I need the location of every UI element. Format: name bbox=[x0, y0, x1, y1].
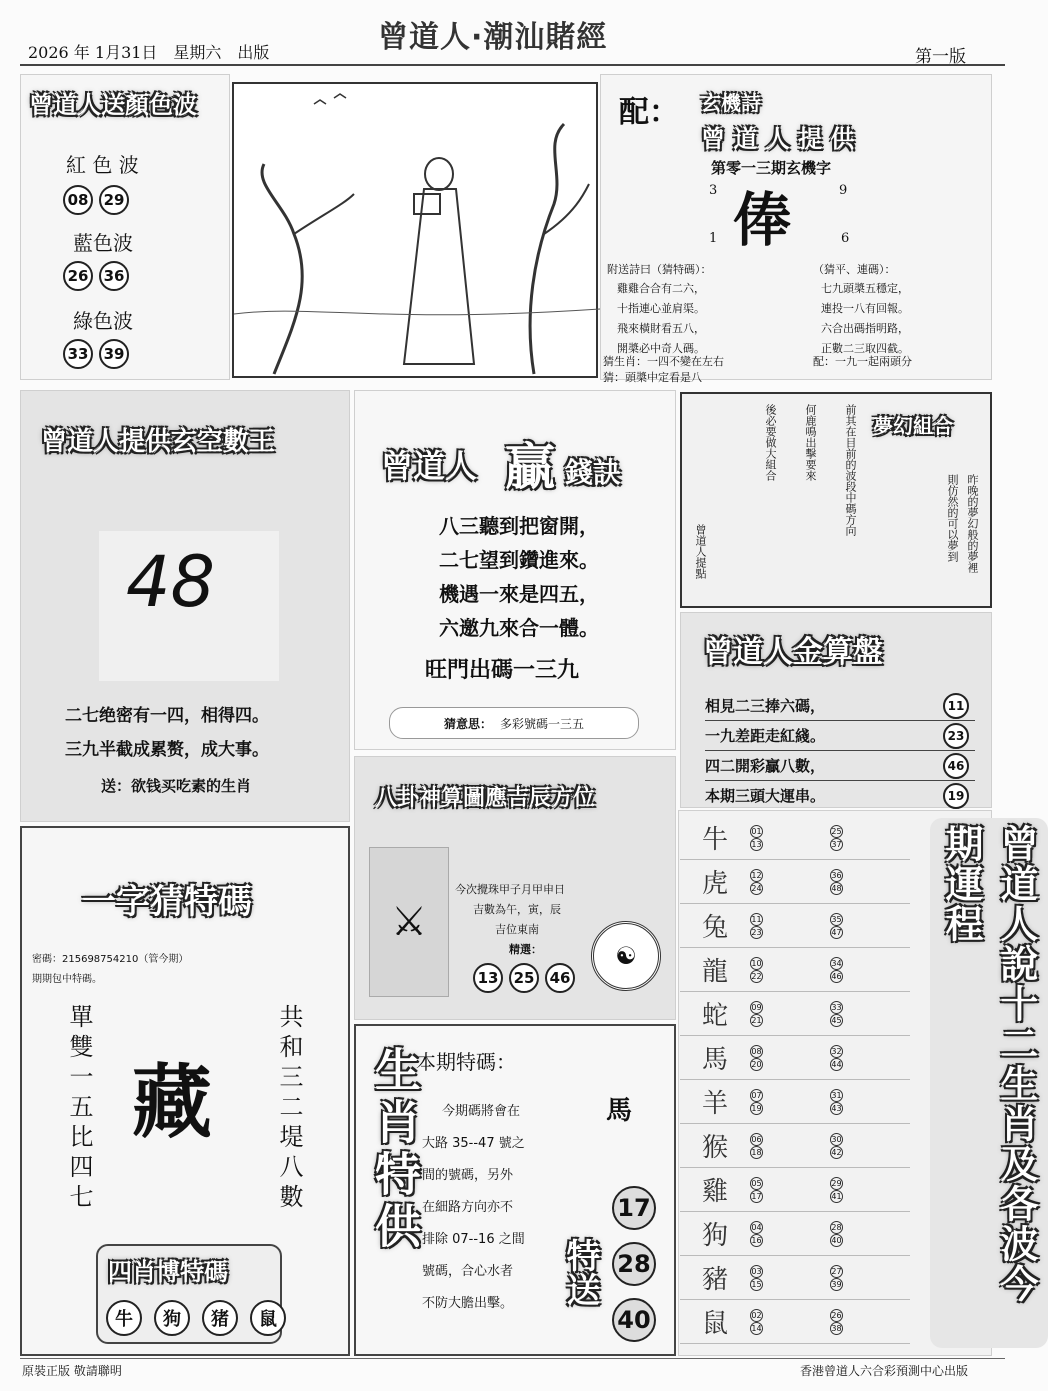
zodiac-animal-icon: 猴 bbox=[701, 1133, 728, 1163]
zodiac-nums-left bbox=[750, 957, 830, 983]
calc-row bbox=[705, 721, 975, 751]
poem-corner-2: 9 bbox=[839, 183, 848, 198]
win-money-title-c: 錢訣 bbox=[565, 456, 622, 489]
general-on-horse-icon: ⚔ bbox=[369, 847, 449, 997]
dream-col-a: 昨晚的夢幻般的夢裡 bbox=[966, 474, 979, 573]
zodiac-nums-left bbox=[750, 1309, 830, 1335]
zodiac-animal-icon: 馬 bbox=[701, 1045, 728, 1075]
special-side-title: 生肖特供 bbox=[368, 1046, 422, 1254]
zodiac-num: 08 bbox=[751, 1046, 762, 1056]
bagua-panel bbox=[354, 756, 676, 1020]
bagua-wheel-icon: ☯ bbox=[591, 921, 661, 991]
zodiac-num: 31 bbox=[831, 1090, 842, 1100]
green-ball-1: 33 bbox=[63, 339, 93, 369]
calc-row-text: 一九差距走紅綫。 bbox=[705, 727, 826, 745]
zodiac-num: 25 bbox=[831, 826, 842, 836]
one-char-right-col: 共和三二堤八數 bbox=[275, 1004, 303, 1214]
poem-corner-4: 6 bbox=[841, 231, 850, 246]
zodiac-num: 14 bbox=[751, 1323, 762, 1333]
number-king-panel bbox=[20, 390, 350, 822]
special-line: 不防大膽出擊。 bbox=[422, 1296, 514, 1311]
zodiac-num: 36 bbox=[831, 870, 842, 880]
poem-big-char: 俸 bbox=[733, 186, 792, 254]
number-king-line1: 二七绝密有一四，相得四。 bbox=[65, 706, 269, 726]
footer-left: 原裝正版 敬請聯明 bbox=[22, 1364, 122, 1378]
zodiac-num: 05 bbox=[751, 1178, 762, 1188]
color-wave-title: 曾道人送顏色波 bbox=[29, 91, 197, 119]
number-king-line3: 送：欲钱买吃素的生肖 bbox=[101, 777, 252, 795]
zodiac-num: 47 bbox=[831, 927, 842, 937]
zodiac-nums-left bbox=[750, 825, 830, 851]
poem-note-left: 附送詩曰（猜特碼）： bbox=[607, 263, 712, 276]
zodiac-row bbox=[680, 904, 910, 948]
win-money-title-a: 曾道人 bbox=[381, 447, 478, 485]
zodiac-num: 41 bbox=[831, 1191, 842, 1201]
zodiac-num: 11 bbox=[751, 914, 762, 924]
poem-note-right: （猜平、連碼）： bbox=[813, 263, 896, 276]
zodiac-num: 35 bbox=[831, 914, 842, 924]
zodiac-nums-right bbox=[830, 1309, 910, 1335]
poem-right-line: 正數二三取四截。 bbox=[821, 342, 909, 355]
win-money-title-b: 贏 bbox=[505, 438, 555, 496]
zodiac-nums-left bbox=[750, 913, 830, 939]
zodiac-num: 33 bbox=[831, 1002, 842, 1012]
calc-rows bbox=[705, 691, 975, 811]
win-money-guess-box bbox=[389, 707, 639, 739]
zodiac-nums-right bbox=[830, 825, 910, 851]
poem-right-line: 連投一八有回報。 bbox=[821, 302, 909, 315]
scholar-drawing bbox=[234, 84, 600, 380]
zodiac-row bbox=[680, 816, 910, 860]
red-wave-balls bbox=[63, 185, 135, 215]
bagua-num: 13 bbox=[473, 963, 503, 993]
special-panel bbox=[354, 1024, 676, 1356]
bagua-nums bbox=[473, 963, 581, 993]
blue-wave-label: 藍色波 bbox=[73, 231, 133, 255]
dream-col-d: 何鹿鳴出擊要來 bbox=[804, 404, 817, 481]
zodiac-animal-icon: 豬 bbox=[701, 1265, 728, 1295]
zodiac-nums-left bbox=[750, 1045, 830, 1071]
four-zodiac-list bbox=[106, 1300, 292, 1336]
zodiac-nums-right bbox=[830, 913, 910, 939]
zodiac-nums-left bbox=[750, 1265, 830, 1291]
blue-ball-2: 36 bbox=[99, 261, 129, 291]
poem-corner-3: 1 bbox=[709, 231, 718, 246]
special-line: 間的號碼，另外 bbox=[422, 1168, 514, 1183]
scholar-illustration bbox=[232, 82, 598, 378]
number-king-handwriting: 48 bbox=[126, 541, 216, 623]
poem-corner-1: 3 bbox=[709, 183, 718, 198]
calc-row bbox=[705, 781, 975, 811]
zodiac-nums-right bbox=[830, 1001, 910, 1027]
calc-row bbox=[705, 691, 975, 721]
zodiac-num: 40 bbox=[831, 1235, 842, 1245]
one-char-note1: 密碼：215698754210（管今期） bbox=[32, 954, 189, 965]
calc-row-num: 11 bbox=[943, 693, 969, 719]
bagua-line3: 吉位東南 bbox=[495, 923, 539, 936]
win-money-line: 六邀九來合一體。 bbox=[439, 616, 599, 640]
special-text bbox=[422, 1096, 525, 1320]
dream-panel bbox=[680, 392, 992, 608]
calc-title: 曾道人金算盤 bbox=[703, 635, 883, 670]
calc-row-num: 19 bbox=[943, 783, 969, 809]
zodiac-nums-left bbox=[750, 1177, 830, 1203]
zodiac-num: 15 bbox=[751, 1279, 762, 1289]
zodiac-row bbox=[680, 948, 910, 992]
poem-subtitle: 玄機詩 bbox=[701, 91, 761, 115]
bagua-line2: 吉數為午，寅，辰 bbox=[473, 903, 561, 916]
calc-panel bbox=[680, 612, 992, 808]
green-ball-2: 39 bbox=[99, 339, 129, 369]
zodiac-nums-right bbox=[830, 1177, 910, 1203]
four-zodiac-box bbox=[96, 1244, 282, 1344]
zodiac-nums-right bbox=[830, 1045, 910, 1071]
win-money-line: 機遇一來是四五， bbox=[439, 582, 599, 606]
green-wave-label: 綠色波 bbox=[73, 309, 133, 333]
header-rule bbox=[20, 64, 1005, 66]
footer-right: 香港曾道人六合彩預測中心出版 bbox=[800, 1364, 969, 1378]
zodiac-num: 45 bbox=[831, 1015, 842, 1025]
zodiac-num: 28 bbox=[831, 1222, 842, 1232]
zodiac-num: 12 bbox=[751, 870, 762, 880]
dream-col-b: 則仿然的可以夢到 bbox=[946, 474, 959, 562]
poem-left-line: 開槳必中奇人碼。 bbox=[617, 342, 705, 355]
zodiac-nums-right bbox=[830, 957, 910, 983]
zodiac-pig: 猪 bbox=[202, 1300, 238, 1336]
zodiac-num: 09 bbox=[751, 1002, 762, 1012]
zodiac-nums-left bbox=[750, 1133, 830, 1159]
zodiac-num: 43 bbox=[831, 1103, 842, 1113]
zodiac-ox: 牛 bbox=[106, 1300, 142, 1336]
win-money-door: 旺門出碼一三九 bbox=[425, 657, 580, 683]
zodiac-row bbox=[680, 1300, 910, 1344]
poem-left-line: 十指連心並肩渠。 bbox=[617, 302, 705, 315]
zodiac-nums-left bbox=[750, 869, 830, 895]
one-char-note2: 期期包中特碼。 bbox=[32, 974, 102, 985]
zodiac-nums-right bbox=[830, 1089, 910, 1115]
zodiac-row bbox=[680, 1124, 910, 1168]
zodiac-num: 04 bbox=[751, 1222, 762, 1232]
zodiac-row bbox=[680, 1168, 910, 1212]
blue-ball-1: 26 bbox=[63, 261, 93, 291]
poem-left-line: 飛來橫財看五八， bbox=[617, 322, 705, 335]
special-horse: 馬 bbox=[606, 1096, 633, 1126]
special-line: 號碼，合心水者 bbox=[422, 1264, 514, 1279]
zodiac-dog: 狗 bbox=[154, 1300, 190, 1336]
dream-title: 夢幻組合 bbox=[873, 414, 953, 438]
footer-rule bbox=[20, 1358, 1005, 1359]
zodiac-animal-icon: 鼠 bbox=[701, 1309, 728, 1339]
zodiac-row bbox=[680, 1036, 910, 1080]
special-line: 今期碼將會在 bbox=[442, 1104, 521, 1119]
zodiac-num: 19 bbox=[751, 1103, 762, 1113]
poem-right-line: 七九頭槳五穩定， bbox=[821, 282, 909, 295]
special-num: 28 bbox=[612, 1242, 656, 1286]
poem-panel bbox=[600, 74, 992, 384]
calc-row-num: 46 bbox=[943, 753, 969, 779]
zodiac-nums-left bbox=[750, 1221, 830, 1247]
zodiac-animal-icon: 龍 bbox=[701, 957, 728, 987]
zodiac-num: 22 bbox=[751, 971, 762, 981]
red-wave-label: 紅 色 波 bbox=[66, 153, 139, 177]
zodiac-nums-right bbox=[830, 1265, 910, 1291]
poem-right-lines bbox=[821, 279, 909, 359]
special-num: 40 bbox=[612, 1298, 656, 1342]
zodiac-num: 18 bbox=[751, 1147, 762, 1157]
zodiac-nums-right bbox=[830, 869, 910, 895]
zodiac-num: 17 bbox=[751, 1191, 762, 1201]
zodiac-num: 20 bbox=[751, 1059, 762, 1069]
one-char-title: 一字猜特碼 bbox=[82, 882, 252, 922]
special-give: 特送 bbox=[560, 1238, 600, 1306]
zodiac-num: 26 bbox=[831, 1310, 842, 1320]
zodiac-num: 06 bbox=[751, 1134, 762, 1144]
dream-col-e: 後必要做大組合 bbox=[764, 404, 777, 481]
bagua-line4: 精選： bbox=[509, 943, 542, 956]
zodiac-num: 03 bbox=[751, 1266, 762, 1276]
zodiac-nums-left bbox=[750, 1001, 830, 1027]
page-title: 曾道人·潮汕賭經 bbox=[378, 20, 608, 55]
one-char-big: 藏 bbox=[132, 1055, 212, 1149]
zodiac-num: 29 bbox=[831, 1178, 842, 1188]
poem-bottom-right: 配：一九一起兩頭分 bbox=[813, 355, 912, 368]
number-king-line2: 三九半截成累赘，成大事。 bbox=[65, 740, 269, 760]
bagua-num: 25 bbox=[509, 963, 539, 993]
edition-label: 第一版 bbox=[915, 47, 966, 67]
poem-left-line: 雞雞合合有二六， bbox=[617, 282, 705, 295]
zodiac-num: 37 bbox=[831, 839, 842, 849]
poem-right-line: 六合出碼指明路， bbox=[821, 322, 909, 335]
zodiac-num: 02 bbox=[751, 1310, 762, 1320]
zodiac-row bbox=[680, 992, 910, 1036]
pei-label: 配： bbox=[619, 95, 679, 130]
special-line: 大路 35--47 號之 bbox=[422, 1136, 525, 1151]
red-ball-2: 29 bbox=[99, 185, 129, 215]
zodiac-rat: 鼠 bbox=[250, 1300, 286, 1336]
calc-row bbox=[705, 751, 975, 781]
poem-bottom-left: 猜生肖：一四不變在左右 bbox=[603, 355, 724, 368]
zodiac-num: 10 bbox=[751, 958, 762, 968]
one-char-left-col: 單雙一五比四七 bbox=[65, 1004, 93, 1214]
zodiac-animal-icon: 羊 bbox=[701, 1089, 728, 1119]
win-money-line: 二七望到鑽進來。 bbox=[439, 548, 599, 572]
zodiac-animal-icon: 蛇 bbox=[701, 1001, 728, 1031]
zodiac-nums-right bbox=[830, 1133, 910, 1159]
color-wave-panel bbox=[20, 74, 230, 380]
special-line: 在細路方向亦不 bbox=[422, 1200, 514, 1215]
green-wave-balls bbox=[63, 339, 135, 369]
zodiac-num: 24 bbox=[751, 883, 762, 893]
calc-row-text: 本期三頭大運串。 bbox=[705, 787, 826, 805]
zodiac-num: 32 bbox=[831, 1046, 842, 1056]
poem-bottom-2: 猜：頭槳中定看是八 bbox=[603, 371, 702, 384]
win-money-guess-label: 猜意思： bbox=[443, 716, 492, 731]
zodiac-num: 48 bbox=[831, 883, 842, 893]
calc-row-num: 23 bbox=[943, 723, 969, 749]
zodiac-row bbox=[680, 860, 910, 904]
poem-provider: 曾 道 人 提 供 bbox=[701, 125, 855, 153]
bagua-num: 46 bbox=[545, 963, 575, 993]
zodiac-animal-icon: 兔 bbox=[701, 913, 728, 943]
bagua-line1: 今次攪珠甲子月甲申日 bbox=[455, 883, 565, 896]
zodiac-nums-right bbox=[830, 1221, 910, 1247]
zodiac-num: 01 bbox=[751, 826, 762, 836]
red-ball-1: 08 bbox=[63, 185, 93, 215]
zodiac-num: 23 bbox=[751, 927, 762, 937]
win-money-panel bbox=[354, 390, 676, 750]
zodiac-animal-icon: 牛 bbox=[701, 825, 728, 855]
zodiac-row bbox=[680, 1080, 910, 1124]
zodiac-num: 46 bbox=[831, 971, 842, 981]
blue-wave-balls bbox=[63, 261, 135, 291]
zodiac-num: 16 bbox=[751, 1235, 762, 1245]
dream-sign: 曾道人提點 bbox=[694, 524, 707, 579]
zodiac-num: 27 bbox=[831, 1266, 842, 1276]
zodiac-animal-icon: 狗 bbox=[701, 1221, 728, 1251]
header-date: 2026 年 1月31日 星期六 出版 bbox=[28, 43, 270, 62]
win-money-lines bbox=[439, 509, 599, 645]
zodiac-side-title: 曾道人說十二生肖及各波今期運程 bbox=[930, 818, 1048, 1348]
zodiac-num: 34 bbox=[831, 958, 842, 968]
win-money-guess: 多彩號碼一三五 bbox=[500, 716, 585, 731]
zodiac-row bbox=[680, 1256, 910, 1300]
zodiac-animal-icon: 虎 bbox=[701, 869, 728, 899]
four-zodiac-title: 四肖博特碼 bbox=[108, 1258, 228, 1286]
one-char-panel bbox=[20, 826, 350, 1356]
win-money-line: 八三聽到把窗開， bbox=[439, 514, 599, 538]
special-num: 17 bbox=[612, 1186, 656, 1230]
calc-row-text: 四二開彩贏八數， bbox=[705, 757, 826, 775]
zodiac-num: 21 bbox=[751, 1015, 762, 1025]
zodiac-num: 38 bbox=[831, 1323, 842, 1333]
zodiac-nums-left bbox=[750, 1089, 830, 1115]
zodiac-num: 13 bbox=[751, 839, 762, 849]
special-line: 排除 07--16 之間 bbox=[422, 1232, 525, 1247]
zodiac-num: 42 bbox=[831, 1147, 842, 1157]
poem-left-lines bbox=[617, 279, 705, 359]
zodiac-num: 30 bbox=[831, 1134, 842, 1144]
zodiac-num: 07 bbox=[751, 1090, 762, 1100]
poem-issue: 第零一三期玄機字 bbox=[711, 159, 832, 177]
dream-col-c: 前其在目前的波段中碼方向 bbox=[844, 404, 857, 536]
zodiac-animal-icon: 雞 bbox=[701, 1177, 728, 1207]
special-nums bbox=[612, 1186, 662, 1342]
zodiac-num: 39 bbox=[831, 1279, 842, 1289]
special-title: 本期特碼： bbox=[416, 1050, 516, 1074]
calc-row-text: 相見二三捧六碼， bbox=[705, 697, 826, 715]
bagua-title: 八卦神算圖應吉辰方位 bbox=[375, 786, 596, 811]
number-king-title: 曾道人提供玄空數王 bbox=[41, 427, 276, 457]
zodiac-row bbox=[680, 1212, 910, 1256]
zodiac-num: 44 bbox=[831, 1059, 842, 1069]
